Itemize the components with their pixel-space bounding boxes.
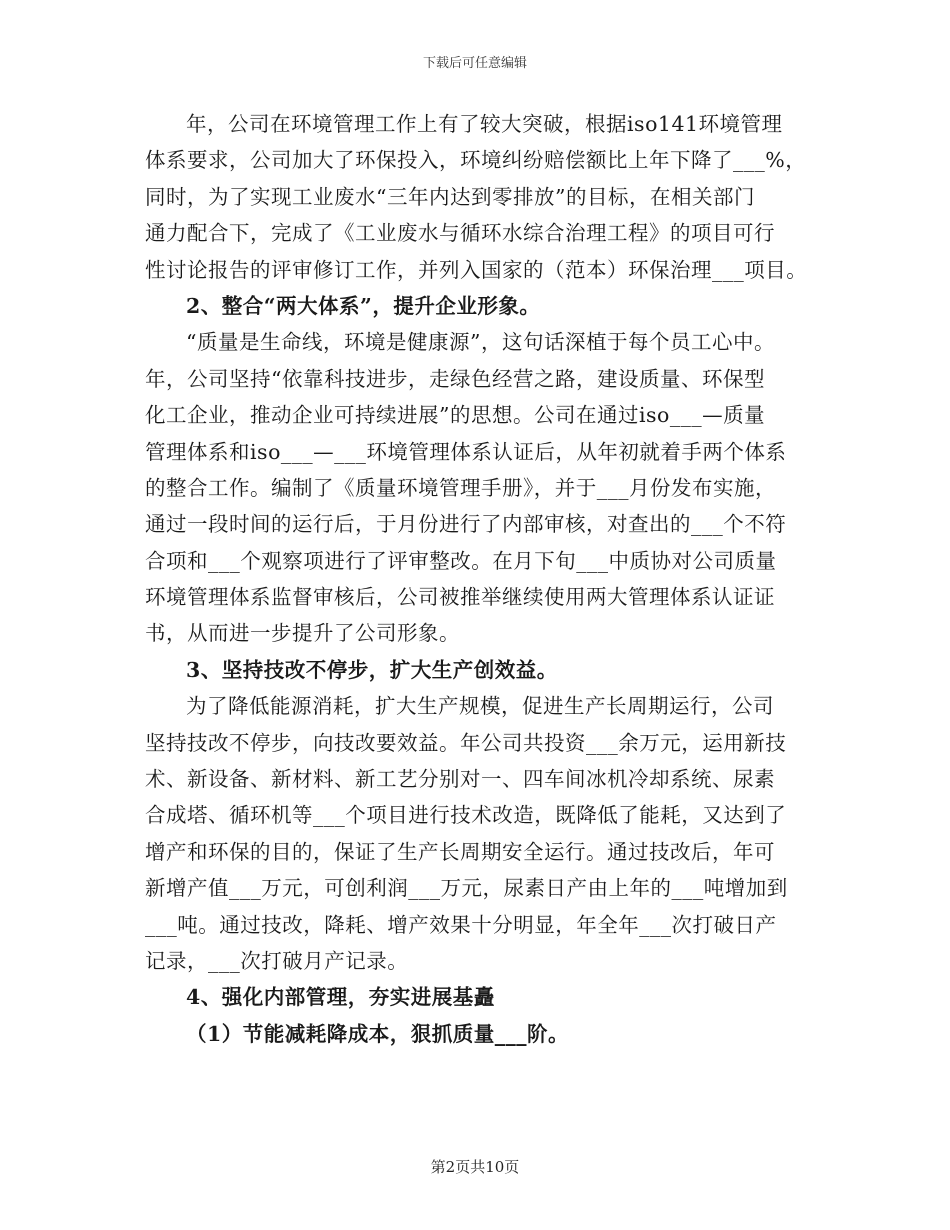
page-number: 第2页共10页	[430, 1158, 520, 1176]
paragraph-line: 为了降低能源消耗，扩大生产规模，促进生产长周期运行，公司	[186, 694, 774, 719]
paragraph-line: 化工企业，推动企业可持续进展”的思想。公司在通过iso___—质量	[145, 403, 766, 428]
paragraph-line: 新增产值___万元，可创利润___万元，尿素日产由上年的___吨增加到	[145, 876, 788, 901]
section-heading: 4、强化内部管理，夯实进展基矗	[186, 985, 495, 1010]
paragraph-line: 坚持技改不停步，向技改要效益。年公司共投资___余万元，运用新技	[145, 730, 787, 755]
paragraph-line: 年，公司在环境管理工作上有了较大突破，根据iso141环境管理	[186, 112, 783, 136]
page-header: 下载后可任意编辑	[422, 56, 527, 71]
document-body	[145, 106, 815, 1052]
paragraph-line: 记录，___次打破月产记录。	[145, 948, 409, 973]
paragraph-line: 同时，为了实现工业废水“三年内达到零排放”的目标，在相关部门	[145, 184, 755, 209]
section-heading: 3、坚持技改不停步，扩大生产创效益。	[186, 657, 558, 682]
paragraph-line: 术、新设备、新材料、新工艺分别对一、四车间冰机冷却系统、尿素	[145, 767, 775, 792]
paragraph-line: 合成塔、循环机等___个项目进行技术改造，既降低了能耗，又达到了	[145, 803, 787, 828]
paragraph-line: ___吨。通过技改，降耗、增产效果十分明显，年全年___次打破日产	[145, 912, 777, 937]
paragraph-line: “质量是生命线，环境是健康源”，这句话深植于每个员工心中。	[186, 330, 775, 355]
paragraph-line: 通过一段时间的运行后，于月份进行了内部审核，对查出的___个不符	[145, 512, 787, 537]
subsection-heading: （1）节能减耗降成本，狠抓质量___阶。	[186, 1021, 570, 1046]
paragraph-line: 性讨论报告的评审修订工作，并列入国家的（范本）环保治理___项目。	[145, 257, 808, 282]
paragraph-line: 的整合工作。编制了《质量环境管理手册》，并于___月份发布实施，	[145, 475, 776, 500]
paragraph-line: 环境管理体系监督审核后，公司被推举继续使用两大管理体系认证证	[145, 585, 775, 610]
paragraph-line: 管理体系和iso___—___环境管理体系认证后，从年初就着手两个体系	[145, 439, 787, 464]
paragraph-line: 合项和___个观察项进行了评审整改。在月下旬___中质协对公司质量	[145, 548, 777, 573]
paragraph-line: 体系要求，公司加大了环保投入，环境纠纷赔偿额比上年下降了___%，	[145, 148, 807, 173]
paragraph-line: 书，从而进一步提升了公司形象。	[145, 621, 460, 646]
paragraph-line: 增产和环保的目的，保证了生产长周期安全运行。通过技改后，年可	[145, 839, 775, 864]
section-heading: 2、整合“两大体系”，提升企业形象。	[186, 293, 541, 318]
paragraph-line: 年，公司坚持“依靠科技进步，走绿色经营之路，建设质量、环保型	[145, 366, 765, 391]
paragraph-line: 通力配合下，完成了《工业废水与循环水综合治理工程》的项目可行	[145, 221, 775, 246]
